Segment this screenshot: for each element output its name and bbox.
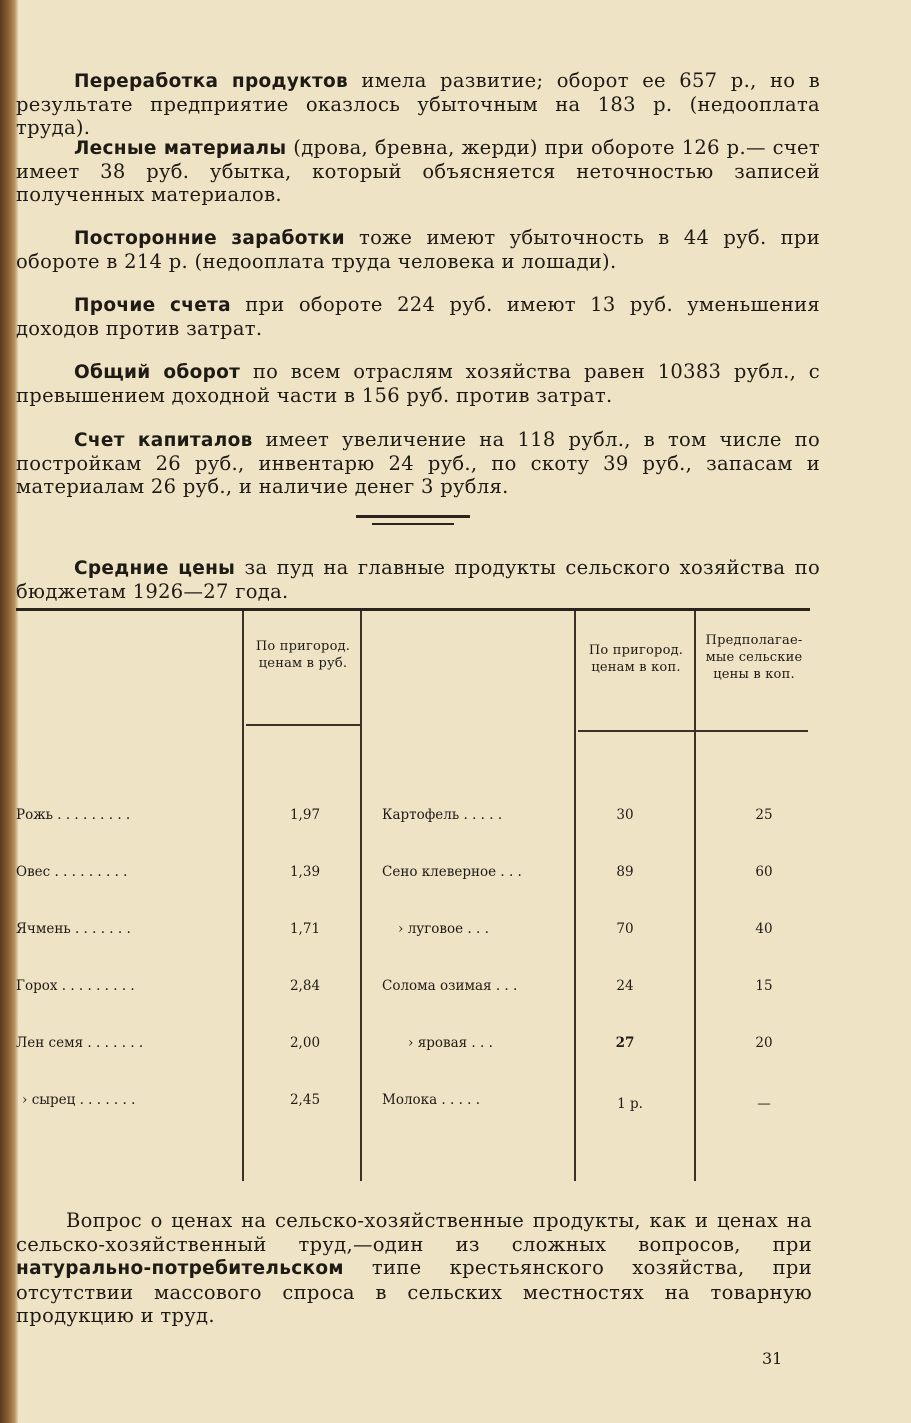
left-row-value: 2,00 — [289, 1035, 321, 1051]
right-row-price: 24 — [616, 978, 634, 994]
page-number: 31 — [762, 1349, 783, 1368]
paragraph-text: тоже имеют убыточность в 44 руб. при обороте в 214 р. (недооплата труда человека и лошади). — [16, 226, 821, 273]
paragraph-text: имеет увеличение на 118 рубл., в том числе по постройкам 26 руб., инвентарю 24 руб., по скоту 39 руб., запасам и материалам 26 руб., и наличие денег 3 рубля. — [16, 428, 820, 498]
right-row-label: › яровая . . . — [408, 1035, 493, 1051]
paragraph-lead: Общий оборот — [74, 362, 241, 383]
section-heading — [16, 556, 820, 603]
right-row-price: 1 р. — [617, 1096, 643, 1112]
right-row-rural: 20 — [755, 1035, 773, 1051]
closing-paragraph — [16, 1209, 812, 1328]
paragraph-side-earnings — [16, 226, 820, 273]
paragraph-total-turnover — [16, 360, 820, 407]
section-heading-lead: Средние цены — [74, 558, 236, 579]
right-row-label: Сено клеверное . . . — [382, 864, 522, 880]
table-header-rule — [246, 724, 360, 726]
table-header-rule — [578, 730, 808, 732]
paragraph-processing — [16, 69, 820, 139]
right-row-rural: 40 — [755, 921, 773, 937]
closing-bold-term: натурально-потребительском — [16, 1258, 344, 1279]
paragraph-capital-account — [16, 428, 820, 498]
paragraph-lead: Счет капиталов — [74, 430, 253, 451]
paragraph-text: (дрова, бревна, жерди) при обороте 126 р.— счет имеет 38 руб. убытка, который объясняется неточностью записей полученных материалов. — [16, 136, 820, 206]
paragraph-text: имела развитие; оборот ее 657 р., но в результате предприятие оказлось убыточным на 183 р. (недооплата труда). — [16, 69, 820, 139]
left-row-label: Горох . . . . . . . . . — [16, 978, 135, 994]
right-row-label: Солома озимая . . . — [382, 978, 518, 994]
right-row-rural: 60 — [755, 864, 773, 880]
header-right-rural: Предполагае-мые сельские цены в коп. — [705, 633, 803, 682]
left-row-value: 1,97 — [289, 807, 321, 823]
right-row-price: 27 — [615, 1035, 635, 1051]
table-column-divider — [694, 611, 696, 1181]
section-heading-text: за пуд на главные продукты сельского хозяйства по бюджетам 1926—27 года. — [16, 556, 820, 603]
closing-text-start: Вопрос о ценах на сельско-хозяйственные продукты, как и ценах на сельско-хозяйственный труд,—один из сложных вопросов, при — [16, 1209, 812, 1256]
right-row-price: 89 — [616, 864, 634, 880]
right-row-rural: 15 — [755, 978, 773, 994]
left-row-label: Рожь . . . . . . . . . — [16, 807, 131, 823]
left-row-label: Лен семя . . . . . . . — [16, 1035, 144, 1051]
paragraph-lead: Переработка продуктов — [74, 71, 349, 92]
paragraph-lead: Лесные материалы — [74, 138, 287, 159]
right-row-price: 70 — [616, 921, 634, 937]
left-row-label: Ячмень . . . . . . . — [16, 921, 131, 937]
left-row-label: Овес . . . . . . . . . — [16, 864, 128, 880]
paragraph-text: по всем отраслям хозяйства равен 10383 рубл., с превышением доходной части в 156 руб. против затрат. — [16, 360, 820, 407]
left-row-value: 1,39 — [289, 864, 321, 880]
left-row-value: 1,71 — [289, 921, 321, 937]
header-left-price: По пригород. ценам в руб. — [255, 639, 351, 671]
paragraph-text: при обороте 224 руб. имеют 13 руб. уменьшения доходов против затрат. — [16, 293, 821, 340]
paragraph-lead: Прочие счета — [74, 295, 231, 316]
closing-text-end: типе крестьянского хозяйства, при отсутствии массового спроса в сельских местностях на товарную продукцию и труд. — [16, 1256, 812, 1327]
paragraph-other-accounts — [16, 293, 820, 340]
right-row-label: Картофель . . . . . — [382, 807, 503, 823]
right-row-label: › луговое . . . — [398, 921, 489, 937]
table-top-rule — [16, 608, 810, 611]
left-row-value: 2,45 — [289, 1092, 321, 1108]
right-row-rural: — — [757, 1096, 771, 1112]
right-row-rural: 25 — [755, 807, 773, 823]
header-right-price: По пригород. ценам в коп. — [588, 643, 684, 675]
paragraph-forest-materials — [16, 136, 820, 206]
section-divider — [356, 515, 470, 525]
table-column-divider — [242, 611, 244, 1181]
table-column-divider — [360, 611, 362, 1181]
paragraph-lead: Посторонние заработки — [74, 228, 345, 249]
left-row-value: 2,84 — [289, 978, 321, 994]
left-row-label: › сырец . . . . . . . — [22, 1092, 136, 1108]
right-row-label: Молока . . . . . — [382, 1092, 481, 1108]
right-row-price: 30 — [616, 807, 634, 823]
table-column-divider — [574, 611, 576, 1181]
